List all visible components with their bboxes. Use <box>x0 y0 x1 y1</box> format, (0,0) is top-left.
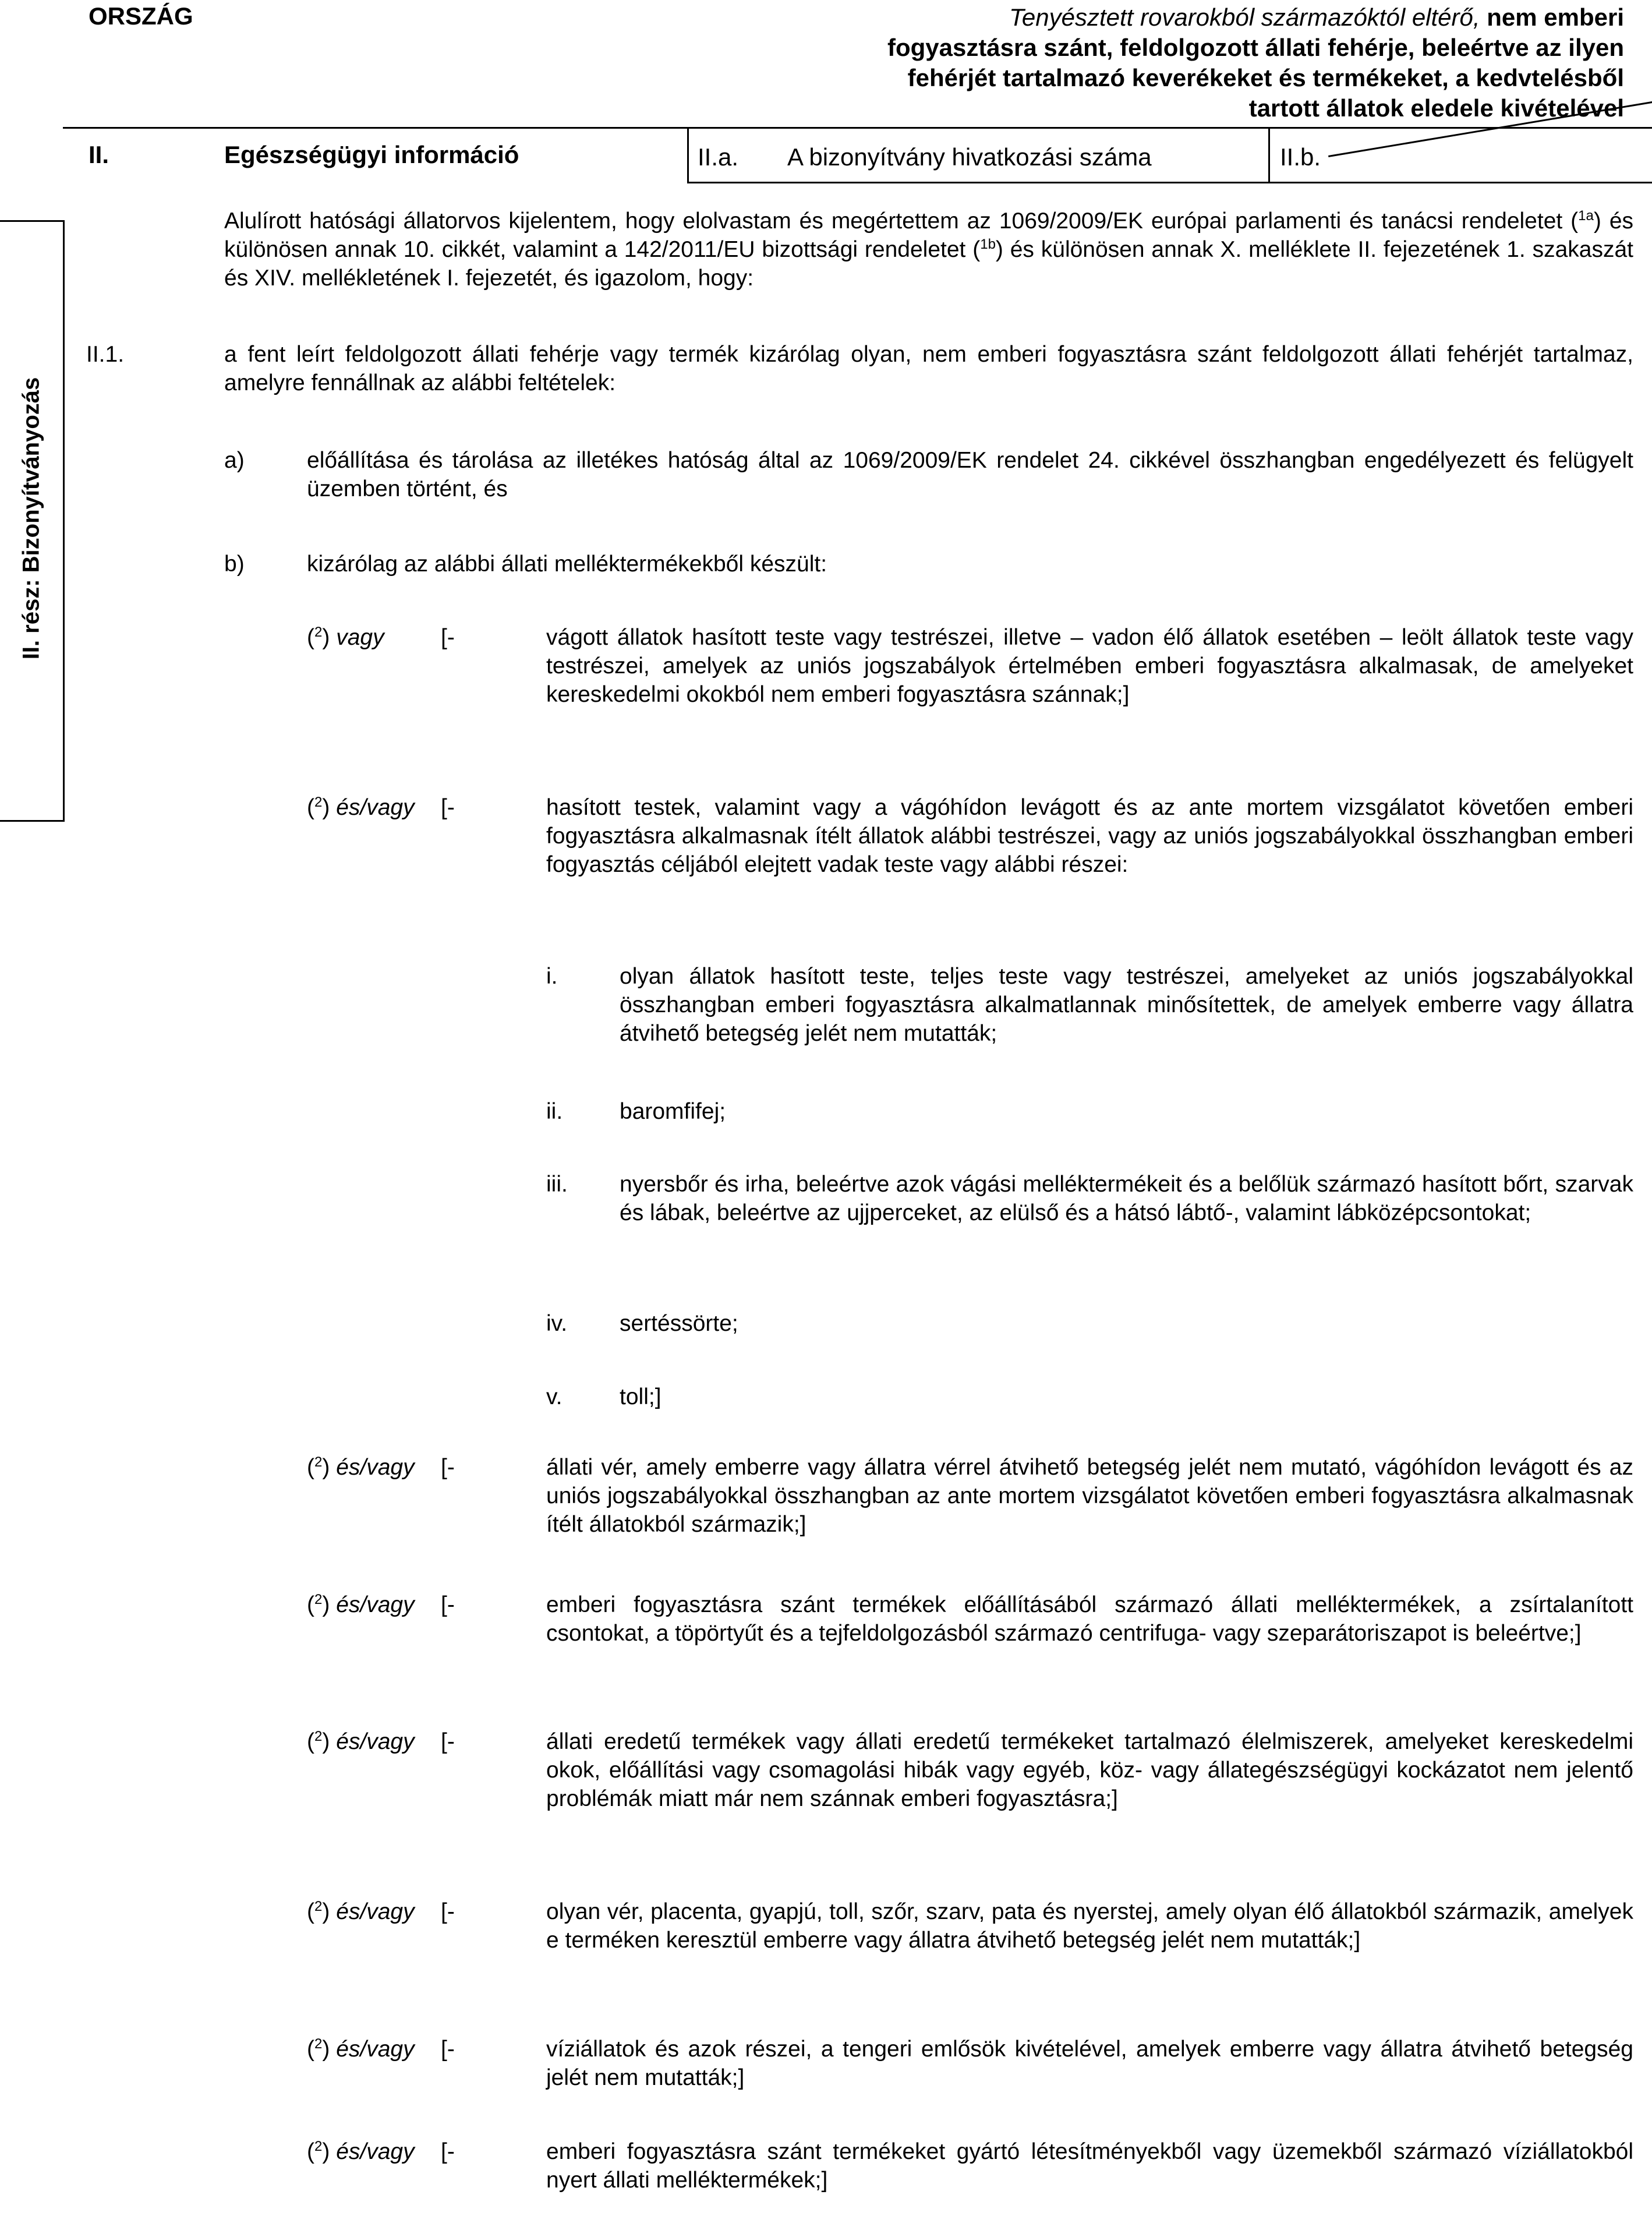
option-word: és/vagy <box>336 795 415 820</box>
condition-letter-b: b) <box>224 552 245 577</box>
footnote-ref: 2 <box>314 794 323 810</box>
document-title <box>867 2 1624 123</box>
subitem-text: baromfifej; <box>620 1099 726 1124</box>
option-text: emberi fogyasztásra szánt termékek előállításából származó állati melléktermékek, a zsírtalanított csontokat, a töpörtyűt és a tejfeldolgozásból származó centrifuga- vagy szeparátoriszapot is beleértve;] <box>546 1592 1633 1646</box>
option-marker: ($^2$) vagy <box>307 624 384 650</box>
option-bracket: [- <box>441 1592 455 1617</box>
condition-text-b: kizárólag az alábbi állati melléktermékekből készült: <box>307 552 827 577</box>
option-text: emberi fogyasztásra szánt termékeket gyártó létesítményekből vagy üzemekből származó víziállatokból nyert állati melléktermékek;] <box>546 2139 1633 2193</box>
section-title: Egészségügyi információ <box>224 141 519 168</box>
subitem-text: toll;] <box>620 1384 661 1409</box>
subitem-number: i. <box>546 964 558 989</box>
footnote-ref: 2 <box>314 1592 323 1607</box>
intro-part-3: ) és különösen annak X. melléklete II. fejezetének 1. szakaszát és XIV. mellékletének I. fejezetét, és igazolom, hogy: <box>224 237 1633 291</box>
footnote-ref: 2 <box>314 2139 323 2154</box>
footnote-ref: 2 <box>314 2036 323 2052</box>
item-text: a fent leírt feldolgozott állati fehérje vagy termék kizárólag olyan, nem emberi fogyasztásra szánt feldolgozott állati fehérjét tartalmaz, amelyre fennállnak az alábbi feltételek: <box>224 342 1633 395</box>
subitem-text: olyan állatok hasított teste, teljes teste vagy testrészei, amelyeket az uniós jogszabályokkal összhangban emberi fogyasztásra alkalmatlannak minősítettek, de amelyek emberre vagy állatra átvihető betegség jelét nem mutatták; <box>620 964 1633 1046</box>
option-marker: ($^2$) és/vagy <box>307 1592 415 1617</box>
subitem-text: nyersbőr és irha, beleértve azok vágási melléktermékeit és a belőlük származó hasított bőrt, szarvak és lábak, beleértve az ujjperceket, az elülső és a hátsó lábtő-, valamint lábközépcsontokat; <box>620 1172 1633 1225</box>
option-marker: ($^2$) és/vagy <box>307 1454 415 1480</box>
option-bracket: [- <box>441 2037 455 2062</box>
footnote-ref: 2 <box>314 1899 323 1914</box>
option-text: hasított testek, valamint vagy a vágóhídon levágott és az ante mortem vizsgálatot követően emberi fogyasztásra alkalmasnak ítélt állatok alábbi testrészei, vagy az uniós jogszabályokkal összhangban emberi fogyasztás céljából elejtett vadak teste vagy alábbi részei: <box>546 795 1633 877</box>
subitem-number: iii. <box>546 1172 568 1197</box>
reference-b-label: II.b. <box>1280 143 1321 171</box>
option-text: olyan vér, placenta, gyapjú, toll, szőr, szarv, pata és nyerstej, amely olyan élő állatokból származik, amelyek e terméken keresztül emberre vagy állatra átvihető betegség jelét nem mutatták;] <box>546 1899 1633 1953</box>
item-number: II.1. <box>86 342 125 367</box>
header-top-rule <box>63 127 1652 129</box>
option-text: állati vér, amely emberre vagy állatra vérrel átvihető betegség jelét nem mutató, vágóhídon levágott és az uniós jogszabályokkal összhangban az ante mortem vizsgálatot követően emberi fogyasztásra alkalmasnak ítélt állatokból származik;] <box>546 1455 1633 1537</box>
intro-part-2: ) és különösen annak 10. cikkét, valamint a 142/2011/EU bizottsági rendeletet ( <box>224 208 1634 262</box>
option-word: és/vagy <box>336 1592 415 1617</box>
footnote-ref: 2 <box>314 1454 323 1470</box>
header-bottom-rule <box>687 182 1652 183</box>
condition-text-a: előállítása és tárolása az illetékes hatóság által az 1069/2009/EK rendelet 24. cikkével összhangban engedélyezett és felügyelt üzemben történt, és <box>307 448 1633 501</box>
option-bracket: [- <box>441 1729 455 1754</box>
option-text: víziállatok és azok részei, a tengeri emlősök kivételével, amelyek emberre vagy állatra átvihető betegség jelét nem mutatták;] <box>546 2037 1633 2090</box>
subitem-text: sertéssörte; <box>620 1311 738 1336</box>
footnote-ref: 2 <box>314 1729 323 1744</box>
document-title-bold: nem emberi fogyasztásra szánt, feldolgozott állati fehérje, beleértve az ilyen fehérjét tartalmazó keverékeket és termékeket, a kedvtelésből tartott állatok eledele kivételével <box>887 3 1624 122</box>
option-marker: ($^2$) és/vagy <box>307 1899 415 1924</box>
option-bracket: [- <box>441 1455 455 1480</box>
option-word: és/vagy <box>336 2139 415 2164</box>
option-word: és/vagy <box>336 1455 415 1480</box>
header-divider-1 <box>687 127 689 183</box>
option-marker: ($^2$) és/vagy <box>307 2139 415 2164</box>
footnote-ref-1a: 1a <box>1578 208 1594 224</box>
option-word: és/vagy <box>336 2037 415 2062</box>
document-title-italic: Tenyésztett rovarokból származóktól eltérő, <box>1009 3 1480 31</box>
option-bracket: [- <box>441 625 455 650</box>
side-label: II. rész: Bizonyítványozás <box>18 377 44 660</box>
reference-label: II.a. <box>698 143 739 171</box>
reference-title: A bizonyítvány hivatkozási száma <box>787 143 1152 171</box>
intro-part-1: Alulírott hatósági állatorvos kijelentem, hogy elolvastam és megértettem az 1069/2009/EK európai parlamenti és tanácsi rendeletet ( <box>224 208 1579 234</box>
option-text: állati eredetű termékek vagy állati eredetű termékeket tartalmazó élelmiszerek, amelyeket kereskedelmi okok, előállítási vagy csomagolási hibák vagy egyéb, köz- vagy állategészségügyi kockázatot nem jelentő problémák miatt már nem szánnak emberi fogyasztásra;] <box>546 1729 1633 1811</box>
country-label: ORSZÁG <box>89 2 193 30</box>
option-bracket: [- <box>441 795 455 820</box>
condition-letter-a: a) <box>224 448 245 473</box>
intro-paragraph <box>224 207 1633 292</box>
section-number: II. <box>89 141 109 168</box>
option-word: és/vagy <box>336 1899 415 1924</box>
option-marker: ($^2$) és/vagy <box>307 2036 415 2062</box>
option-marker: ($^2$) és/vagy <box>307 1729 415 1754</box>
option-word: és/vagy <box>336 1729 415 1754</box>
footnote-ref: 2 <box>314 624 323 640</box>
option-text: vágott állatok hasított teste vagy testrészei, illetve – vadon élő állatok esetében – leölt állatok teste vagy testrészei, amelyek az uniós jogszabályok értelmében emberi fogyasztásra alkalmasak, de amelyeket kereskedelmi okokból nem emberi fogyasztásra szánnak;] <box>546 625 1633 707</box>
subitem-number: v. <box>546 1384 563 1409</box>
header-divider-2 <box>1268 127 1270 183</box>
option-word: vagy <box>336 625 384 650</box>
option-marker: ($^2$) és/vagy <box>307 794 415 820</box>
option-bracket: [- <box>441 2139 455 2164</box>
option-bracket: [- <box>441 1899 455 1924</box>
subitem-number: iv. <box>546 1311 568 1336</box>
footnote-ref-1b: 1b <box>980 236 996 252</box>
subitem-number: ii. <box>546 1099 563 1124</box>
